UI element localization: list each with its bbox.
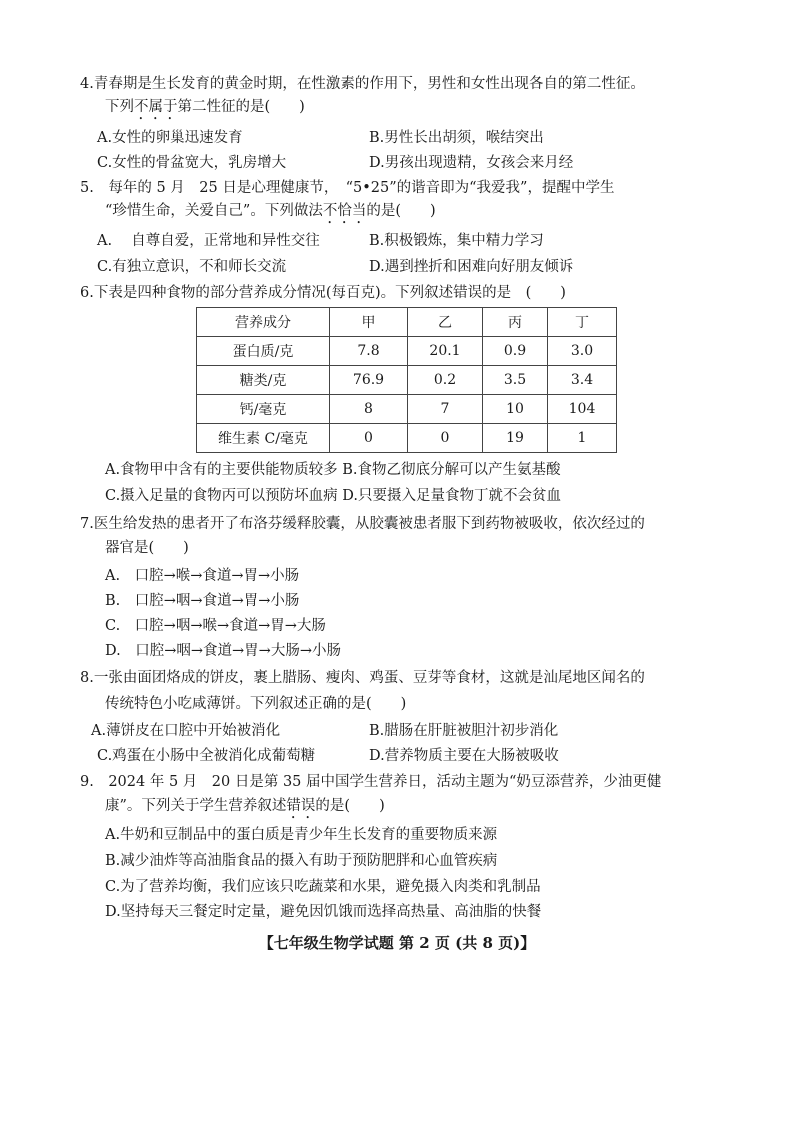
table-cell: 蛋白质/克 [197,337,330,366]
table-cell: 维生素 C/毫克 [197,424,330,453]
table-cell: 3.0 [548,337,617,366]
q6-options-cd: C.摄入足量的食物丙可以预防坏血病 D.只要摄入足量食物丁就不会贫血 [105,488,562,504]
q4-option-d: D.男孩出现遗精，女孩会来月经 [369,155,574,171]
q4-stem-line1: 4.青春期是生长发育的黄金时期，在性激素的作用下，男性和女性出现各自的第二性征。 [80,76,645,92]
table-header-row [197,308,617,337]
table-cell: 0.9 [483,337,548,366]
table-row [197,337,617,366]
q5-stem-pre: “珍惜生命，关爱自己”。下列做法 [105,203,323,219]
table-row [197,395,617,424]
q5-option-b: B.积极锻炼，集中精力学习 [369,233,544,249]
q7-option-b: B. 口腔→咽→食道→胃→小肠 [105,593,300,609]
table-row [197,366,617,395]
q4-stem-pre: 下列 [105,99,134,115]
q9-option-c: C.为了营养均衡，我们应该只吃蔬菜和水果，避免摄入肉类和乳制品 [105,879,541,895]
table-cell: 104 [548,395,617,424]
q7-option-c: C. 口腔→咽→喉→食道→胃→大肠 [105,618,326,634]
q9-stem-line2 [105,796,385,822]
table-cell: 76.9 [330,366,408,395]
table-cell: 19 [483,424,548,453]
q5-option-c: C.有独立意识，不和师长交流 [97,259,287,275]
q9-option-b: B.减少油炸等高油脂食品的摄入有助于预防肥胖和心血管疾病 [105,853,498,869]
table-row [197,424,617,453]
q8-option-d: D.营养物质主要在大肠被吸收 [369,748,559,764]
q5-option-a: A. 自尊自爱，正常地和异性交往 [97,233,320,249]
q7-stem-line2: 器官是( ) [105,540,189,556]
q8-stem-line1: 8.一张由面团烙成的饼皮，裹上腊肠、瘦肉、鸡蛋、豆芽等食材，这就是汕尾地区闻名的 [80,670,645,686]
q5-option-d: D.遇到挫折和困难向好朋友倾诉 [369,259,574,275]
nutrition-table [196,307,617,453]
table-cell: 7.8 [330,337,408,366]
table-cell: 8 [330,395,408,424]
table-cell: 0 [408,424,483,453]
q8-option-c: C.鸡蛋在小肠中全被消化成葡萄糖 [97,748,316,764]
table-header-cell: 丁 [548,308,617,337]
q9-stem-pre: 康”。下列关于学生营养叙述 [105,798,287,814]
q4-stem-emphasis: 不属于 [134,99,178,115]
q5-stem-line2 [105,201,436,227]
q6-options-ab: A.食物甲中含有的主要供能物质较多 B.食物乙彻底分解可以产生氨基酸 [105,462,561,478]
q9-stem-line1: 9. 2024 年 5 月 20 日是第 35 届中国学生营养日，活动主题为“奶豆添营养，少油更健 [80,774,662,790]
q9-option-a: A.牛奶和豆制品中的蛋白质是青少年生长发育的重要物质来源 [105,827,498,843]
table-header-cell: 丙 [483,308,548,337]
q8-stem-line2: 传统特色小吃咸薄饼。下列叙述正确的是( ) [105,696,407,712]
q4-option-c: C.女性的骨盆宽大，乳房增大 [97,155,287,171]
q5-stem-post: 的是( ) [366,203,436,219]
table-cell: 7 [408,395,483,424]
q5-stem-line1: 5. 每年的 5 月 25 日是心理健康节， “5•25”的谐音即为“我爱我”，提醒中学生 [80,180,615,196]
table-header-cell: 乙 [408,308,483,337]
table-header-cell: 营养成分 [197,308,330,337]
table-header-cell: 甲 [330,308,408,337]
q8-option-b: B.腊肠在肝脏被胆汁初步消化 [369,723,559,739]
table-cell: 3.5 [483,366,548,395]
q4-stem-line2 [105,97,305,123]
q9-stem-post: 的是( ) [315,798,385,814]
table-cell: 1 [548,424,617,453]
q7-option-a: A. 口腔→喉→食道→胃→小肠 [105,568,300,584]
q8-option-a: A.薄饼皮在口腔中开始被消化 [91,723,281,739]
q9-option-d: D.坚持每天三餐定时定量，避免因饥饿而选择高热量、高油脂的快餐 [105,904,542,920]
q4-stem-post: 第二性征的是( ) [177,99,305,115]
table-cell: 0.2 [408,366,483,395]
table-cell: 3.4 [548,366,617,395]
table-cell: 钙/毫克 [197,395,330,424]
q4-option-a: A.女性的卵巢迅速发育 [97,130,243,146]
q5-stem-emphasis: 不恰当 [322,203,367,219]
page-footer: 【七年级生物学试题 第 2 页 (共 8 页)】 [258,934,536,952]
table-cell: 0 [330,424,408,453]
q7-option-d: D. 口腔→咽→食道→胃→大肠→小肠 [105,643,341,659]
table-cell: 糖类/克 [197,366,330,395]
q7-stem-line1: 7.医生给发热的患者开了布洛芬缓释胶囊，从胶囊被患者服下到药物被吸收，依次经过的 [80,516,645,532]
q6-stem: 6.下表是四种食物的部分营养成分情况(每百克)。下列叙述错误的是 ( ) [80,285,566,301]
q4-option-b: B.男性长出胡须，喉结突出 [369,130,544,146]
table-cell: 20.1 [408,337,483,366]
q9-stem-emphasis: 错误 [286,798,316,814]
table-cell: 10 [483,395,548,424]
